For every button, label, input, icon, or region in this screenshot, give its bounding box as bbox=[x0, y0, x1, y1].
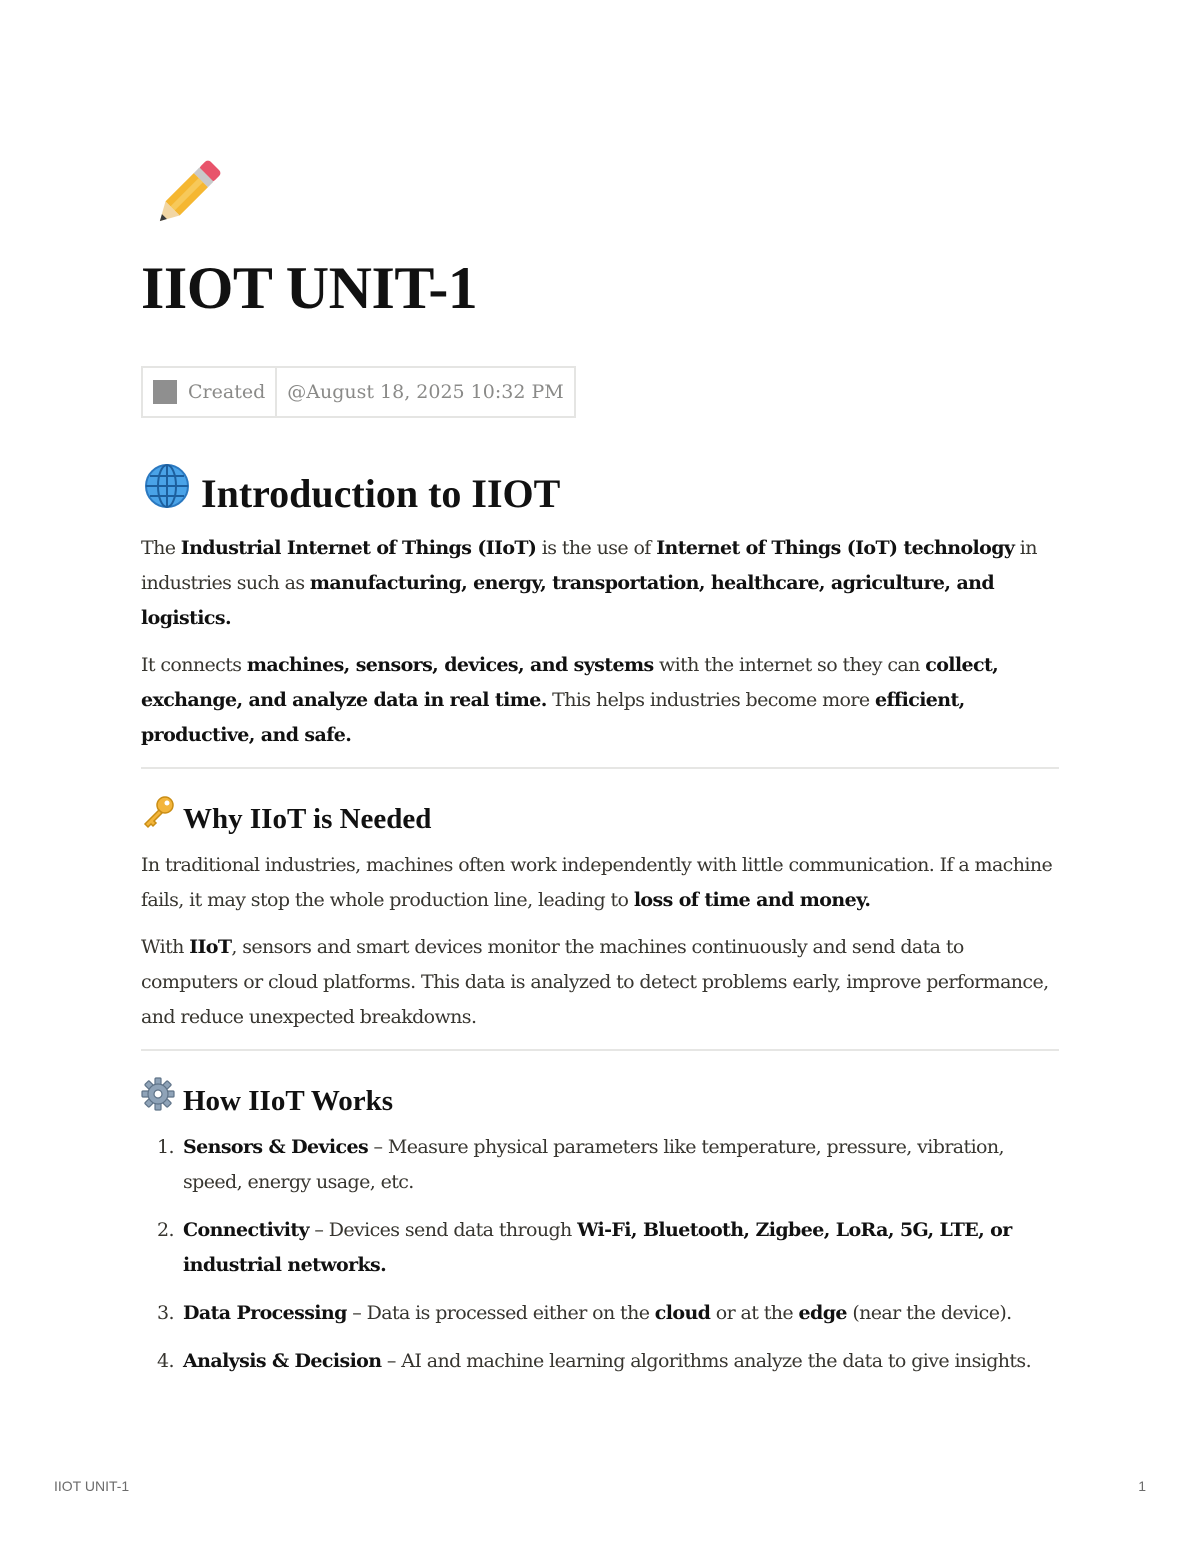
calendar-icon bbox=[153, 380, 177, 404]
why-heading-text: Why IIoT is Needed bbox=[183, 802, 432, 835]
list-item bbox=[141, 1296, 1059, 1331]
intro-heading-text: Introduction to IIOT bbox=[201, 470, 561, 516]
bold-text: machines, sensors, devices, and systems bbox=[246, 654, 654, 676]
created-value[interactable]: @August 18, 2025 10:32 PM bbox=[287, 381, 564, 403]
list-number: 4. bbox=[157, 1350, 174, 1372]
how-steps-list bbox=[141, 1130, 1059, 1379]
created-property-value[interactable] bbox=[275, 368, 573, 416]
text: The bbox=[141, 537, 181, 559]
text: This helps industries become more bbox=[546, 689, 875, 711]
list-number: 3. bbox=[157, 1302, 174, 1324]
text: (near the device). bbox=[846, 1302, 1012, 1324]
text: It connects bbox=[141, 654, 247, 676]
bold-text: cloud bbox=[654, 1302, 711, 1324]
bold-text: Industrial Internet of Things (IIoT) bbox=[180, 537, 537, 559]
divider bbox=[141, 767, 1059, 769]
divider bbox=[141, 1049, 1059, 1051]
list-item bbox=[141, 1344, 1059, 1379]
bold-text: efficient, productive, and safe. bbox=[141, 689, 965, 746]
text: in industries such as bbox=[141, 537, 1037, 594]
bold-text: Wi-Fi, Bluetooth, Zigbee, LoRa, 5G, LTE, or industrial networks. bbox=[183, 1219, 1012, 1276]
how-heading bbox=[141, 1077, 1059, 1124]
list-item-text bbox=[183, 1213, 1059, 1283]
bold-text: Connectivity bbox=[183, 1219, 309, 1241]
footer-title: IIOT UNIT-1 bbox=[54, 1478, 130, 1494]
bold-text: loss of time and money. bbox=[633, 889, 871, 911]
bold-text: collect, exchange, and analyze data in real time. bbox=[141, 654, 999, 711]
text: – Measure physical parameters like temperature, pressure, vibration, speed, energy usage, etc. bbox=[183, 1136, 1004, 1193]
key-icon bbox=[141, 795, 175, 842]
text: with the internet so they can bbox=[653, 654, 926, 676]
bold-text: IIoT bbox=[189, 936, 232, 958]
bold-text: Internet of Things (IoT) technology bbox=[656, 537, 1015, 559]
text: – Data is processed either on the bbox=[346, 1302, 655, 1324]
bold-text: Data Processing bbox=[183, 1302, 347, 1324]
gear-icon bbox=[141, 1077, 175, 1124]
intro-paragraph-2 bbox=[141, 648, 1059, 753]
bold-text: Sensors & Devices bbox=[183, 1136, 369, 1158]
list-item-text bbox=[183, 1296, 1012, 1331]
text: or at the bbox=[710, 1302, 799, 1324]
list-item bbox=[141, 1130, 1059, 1200]
created-property-label bbox=[143, 368, 275, 416]
text: – AI and machine learning algorithms analyze the data to give insights. bbox=[381, 1350, 1032, 1372]
footer-page-number: 1 bbox=[1138, 1478, 1146, 1494]
properties-table bbox=[141, 366, 576, 418]
list-number: 1. bbox=[157, 1136, 174, 1158]
why-paragraph-2 bbox=[141, 930, 1059, 1035]
text: With bbox=[141, 936, 190, 958]
page-content bbox=[141, 460, 1059, 1392]
text: is the use of bbox=[536, 537, 657, 559]
text: , sensors and smart devices monitor the machines continuously and send data to computers or cloud platforms. This data is analyzed to detect problems early, improve performance, and reduce unexpected breakdowns. bbox=[141, 936, 1049, 1028]
text: – Devices send data through bbox=[308, 1219, 578, 1241]
page-title: IIOT UNIT-1 bbox=[141, 255, 478, 321]
list-item-text bbox=[183, 1344, 1031, 1379]
list-item bbox=[141, 1213, 1059, 1283]
globe-icon bbox=[141, 460, 193, 527]
bold-text: manufacturing, energy, transportation, healthcare, agriculture, and logistics. bbox=[141, 572, 995, 629]
pencil-icon bbox=[143, 152, 229, 238]
bold-text: edge bbox=[798, 1302, 847, 1324]
how-heading-text: How IIoT Works bbox=[183, 1084, 394, 1117]
bold-text: Analysis & Decision bbox=[183, 1350, 382, 1372]
intro-heading bbox=[141, 460, 1059, 527]
list-item-text bbox=[183, 1130, 1059, 1200]
list-number: 2. bbox=[157, 1219, 174, 1241]
why-heading bbox=[141, 795, 1059, 842]
created-label: Created bbox=[188, 381, 266, 403]
text: In traditional industries, machines often work independently with little communication. If a machine fails, it may stop the whole production line, leading to bbox=[141, 854, 1053, 911]
why-paragraph-1 bbox=[141, 848, 1059, 918]
intro-paragraph-1 bbox=[141, 531, 1059, 636]
